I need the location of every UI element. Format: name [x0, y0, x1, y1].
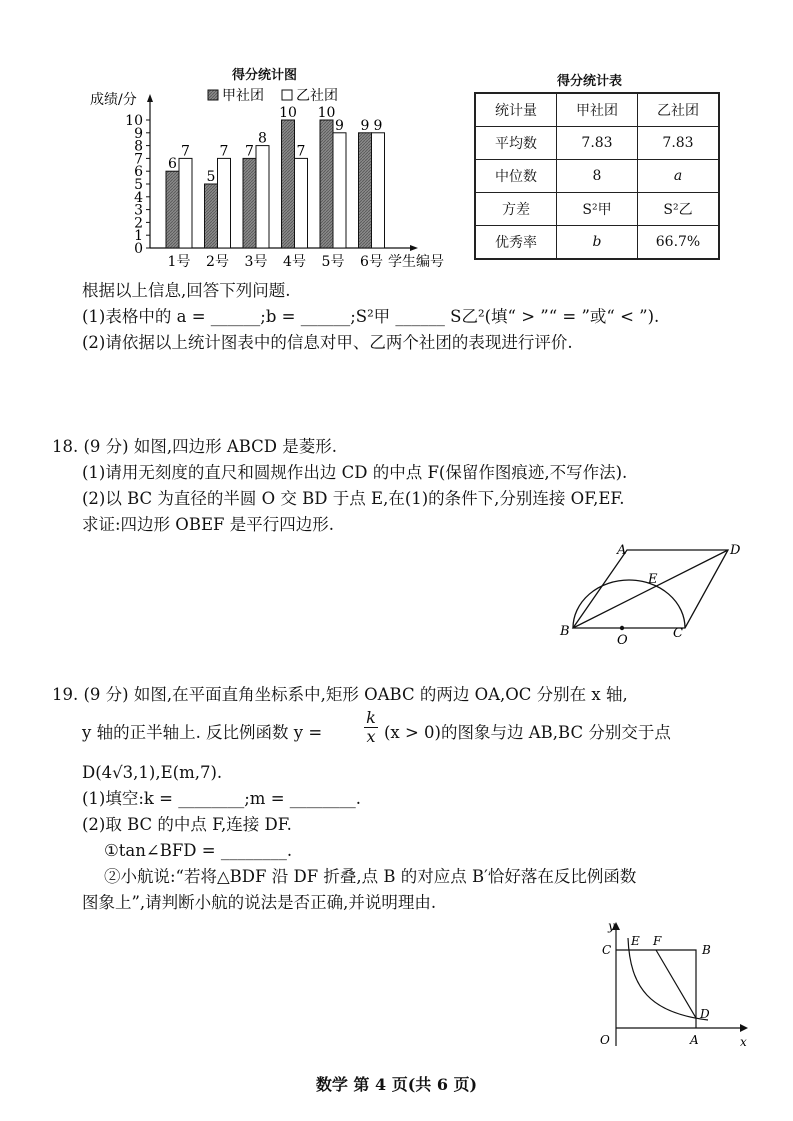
label-y: y: [608, 919, 615, 933]
bar: [333, 133, 346, 248]
q17-part1: (1)表格中的 a = ______;b = ______;S²甲 ______ S乙²(填“ > ”“ = ”或“ < ”).: [82, 307, 660, 326]
label-A2: A: [690, 1033, 699, 1047]
y-tick-label: 10: [125, 113, 143, 129]
q19-line3: D(4√3,1),E(m,7).: [82, 763, 223, 782]
q19-part1: (1)填空:k = ________;m = ________.: [82, 789, 362, 808]
q19-sub3: 图象上”,请判断小航的说法是否正确,并说明理由.: [82, 893, 437, 912]
q19-part2: (2)取 BC 的中点 F,连接 DF.: [82, 815, 292, 834]
table-cell: S²乙: [638, 193, 720, 226]
legend-swatch-1: [208, 90, 218, 100]
table-cell: 7.83: [557, 127, 638, 160]
label-B2: B: [702, 943, 711, 957]
table-cell: a: [638, 160, 720, 193]
x-tick-label: 6号: [360, 254, 383, 270]
table-row: [475, 127, 719, 160]
chart-title: 得分统计图: [232, 68, 298, 83]
bar: [372, 133, 385, 248]
bar: [282, 120, 295, 248]
table-cell: 方差: [475, 193, 557, 226]
bar-value-label: 7: [181, 143, 190, 160]
q19-line1: 19. (9 分) 如图,在平面直角坐标系中,矩形 OABC 的两边 OA,OC 分别在 x 轴,: [52, 685, 628, 704]
bar-value-label: 10: [317, 105, 336, 121]
q17-intro: 根据以上信息,回答下列问题.: [82, 281, 291, 300]
bar: [320, 120, 333, 248]
q18-prove: 求证:四边形 OBEF 是平行四边形.: [82, 515, 334, 534]
table-cell: 乙社团: [638, 93, 720, 127]
table-cell: 中位数: [475, 160, 557, 193]
q19-sub2: ②小航说:“若将△BDF 沿 DF 折叠,点 B 的对应点 B′恰好落在反比例函数: [104, 867, 637, 886]
table-cell: 统计量: [475, 93, 557, 127]
coordinate-figure: [590, 918, 750, 1050]
q19-line2b: (x > 0)的图象与边 AB,BC 分别交于点: [384, 723, 671, 742]
bar-value-label: 5: [206, 169, 216, 185]
bar-value-label: 9: [360, 117, 370, 134]
bar: [179, 158, 192, 248]
bar-value-label: 6: [168, 156, 177, 173]
x-tick-label: 3号: [244, 254, 268, 270]
label-E: E: [648, 572, 658, 587]
table-row: [475, 160, 719, 193]
y-tick-label: 1: [134, 228, 143, 245]
bar-value-label: 7: [296, 143, 306, 160]
label-D: D: [730, 543, 741, 558]
y-tick-label: 3: [134, 202, 143, 219]
q18-heading: 18. (9 分) 如图,四边形 ABCD 是菱形.: [52, 437, 338, 456]
y-tick-label: 2: [134, 215, 143, 232]
table-cell: 7.83: [638, 127, 720, 160]
bar-value-label: 7: [245, 143, 254, 160]
q19-sub1: ①tan∠BFD = ________.: [104, 841, 293, 860]
y-tick-label: 4: [134, 189, 143, 206]
q17-part2: (2)请依据以上统计图表中的信息对甲、乙两个社团的表现进行评价.: [82, 333, 573, 352]
bar-value-label: 7: [219, 143, 229, 160]
y-tick-label: 9: [134, 125, 143, 142]
label-A: A: [617, 543, 627, 558]
y-tick-label: 6: [134, 164, 143, 181]
q18-part2: (2)以 BC 为直径的半圆 O 交 BD 于点 E,在(1)的条件下,分别连接 OF,EF.: [82, 489, 625, 508]
y-tick-label: 8: [134, 138, 143, 155]
label-O2: O: [600, 1033, 610, 1047]
legend-label-1: 甲社团: [222, 88, 264, 104]
page-footer: 数学 第 4 页(共 6 页): [315, 1075, 478, 1094]
x-axis-label: 学生编号: [388, 254, 444, 270]
bar: [295, 158, 308, 248]
y-tick-label: 7: [134, 151, 143, 168]
label-O: O: [617, 633, 628, 648]
legend-label-2: 乙社团: [296, 88, 338, 104]
table-row: [475, 93, 719, 127]
table-cell: 8: [557, 160, 638, 193]
label-B: B: [560, 624, 570, 639]
y-axis-arrow: [147, 94, 153, 102]
table-cell: 66.7%: [638, 226, 720, 260]
bar-value-label: 10: [279, 105, 297, 121]
label-D2: D: [700, 1007, 710, 1021]
table-title: 得分统计表: [557, 74, 623, 89]
q18-part1: (1)请用无刻度的直尺和圆规作出边 CD 的中点 F(保留作图痕迹,不写作法).: [82, 463, 628, 482]
label-E2: E: [631, 934, 640, 948]
bar: [166, 171, 179, 248]
q19-line2a: y 轴的正半轴上. 反比例函数 y =: [82, 723, 323, 742]
table-row: [475, 193, 719, 226]
label-C: C: [673, 626, 683, 641]
stat-table: [474, 92, 720, 260]
table-row: [475, 226, 719, 260]
x-tick-label: 4号: [283, 254, 306, 270]
bar: [218, 158, 231, 248]
table-cell: b: [557, 226, 638, 260]
y-tick-label: 5: [134, 177, 143, 193]
table-cell: 平均数: [475, 127, 557, 160]
bar-value-label: 9: [373, 117, 383, 134]
bar: [205, 184, 218, 248]
y-axis-label: 成绩/分: [90, 92, 137, 108]
table-cell: 优秀率: [475, 226, 557, 260]
fraction-denominator: x: [366, 727, 376, 746]
bar-value-label: 9: [335, 117, 344, 134]
bar-value-label: 8: [258, 130, 267, 147]
label-C2: C: [602, 943, 612, 957]
label-F: F: [653, 934, 662, 948]
bar: [359, 133, 372, 248]
x-axis-arrow: [410, 245, 418, 251]
legend-swatch-2: [282, 90, 292, 100]
table-cell: 甲社团: [557, 93, 638, 127]
fraction: [364, 709, 378, 746]
bar: [243, 158, 256, 248]
label-x: x: [740, 1035, 747, 1049]
rhombus-figure: [555, 540, 755, 650]
x-tick-label: 5号: [321, 254, 345, 270]
y-tick-label: 0: [134, 241, 143, 257]
bar: [256, 146, 269, 248]
table-cell: S²甲: [557, 193, 638, 226]
x-tick-label: 2号: [206, 254, 229, 270]
x-tick-label: 1号: [167, 254, 191, 270]
bar-chart: [80, 80, 470, 280]
fraction-numerator: k: [364, 709, 378, 728]
